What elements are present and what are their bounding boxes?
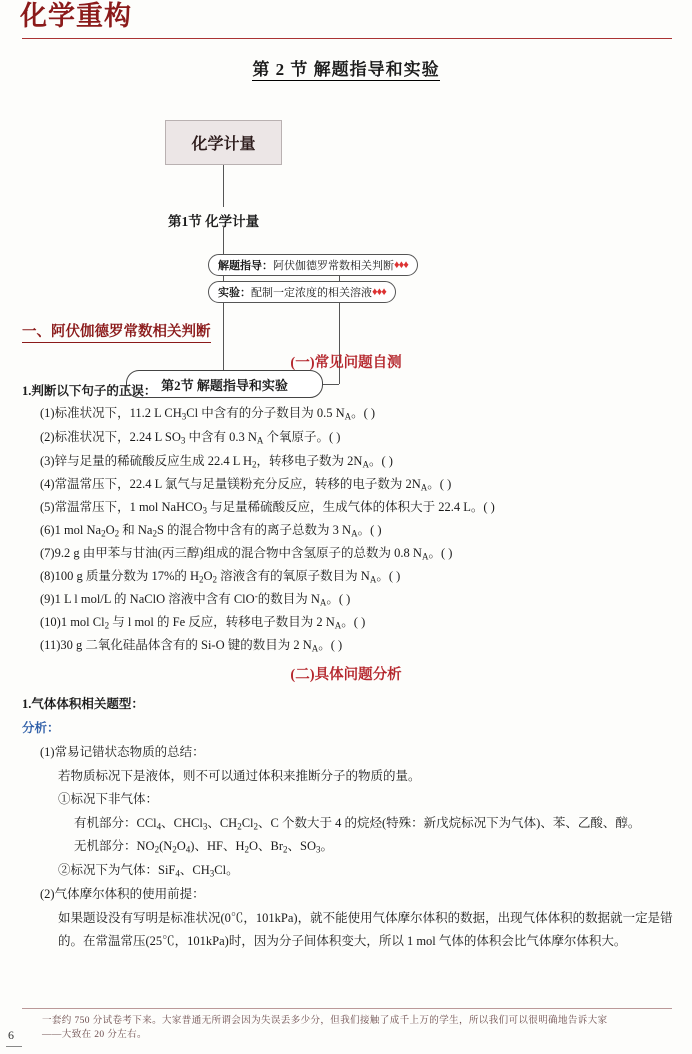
list-item: (8)100 g 质量分数为 17%的 $H_2O_2$ 溶液含有的氧原子数目为 $N_A$。( ) — [40, 569, 401, 585]
diagram-connector-root — [223, 165, 224, 207]
body-line: 的。在常温常压(25℃，101kPa)时，因为分子间体积变大，所以 1 mol 气体的体积会比气体摩尔体积大。 — [58, 934, 627, 948]
diagram-branch-pill-2 — [208, 281, 396, 303]
diagram-node-level2: 第2节 解题指导和实验 — [126, 370, 323, 398]
list-item: (9)1 L l mol/L 的 NaClO 溶液中含有 ClO-的数目为 $N_A$。( ) — [40, 590, 351, 608]
footer-note-line-2: ——大致在 20 分左右。 — [42, 1030, 147, 1040]
heading-part-1: 一、阿伏伽德罗常数相关判断 — [22, 320, 211, 343]
body-line: (1)常易记错状态物质的总结： — [40, 745, 205, 759]
subheading-specific-analysis: (二)具体问题分析 — [290, 667, 402, 683]
analysis-label: 分析： — [22, 721, 60, 735]
list-item: (6)1 mol $Na_2O_2$ 和 $Na_2S$ 的混合物中含有的离子总数为 3 $N_A$。( ) — [40, 523, 382, 539]
list-item: (4)常温常压下，22.4 L 氯气与足量镁粉充分反应，转移的电子数为 $2N_A$。( ) — [40, 477, 452, 493]
flame-icon: ♦♦♦ — [372, 286, 386, 298]
flame-icon: ♦♦♦ — [394, 259, 408, 271]
footer-divider — [22, 1008, 672, 1009]
list-item: (11)30 g 二氧化硅晶体含有的 Si-O 键的数目为 2 $N_A$。( ) — [40, 638, 343, 654]
body-line: (2)气体摩尔体积的使用前提： — [40, 887, 205, 901]
question-prompt-1: 1.判断以下句子的正误： — [22, 384, 157, 398]
diagram-root-node: 化学计量 — [165, 120, 282, 165]
body-line: 如果题设没有写明是标准状况(0℃，101kPa)，就不能使用气体摩尔体积的数据，出现气体体积的数据就一定是错 — [58, 911, 673, 925]
header-divider — [22, 38, 672, 39]
body-line: 有机部分：CCl$_4$、CHCl$_3$、$CH_2Cl_2$、C 个数大于 4 的烷烃(特殊：新戊烷标况下为气体)、苯、乙酸、醇。 — [74, 816, 641, 832]
list-item: (1)标准状况下，11.2 L $CH_3Cl$ 中含有的分子数目为 0.5 $N_A$。( ) — [40, 406, 376, 422]
page-number-rule — [6, 1046, 22, 1047]
page-number: 6 — [8, 1028, 14, 1042]
list-item: (10)1 mol $Cl_2$ 与 l mol 的 Fe 反应，转移电子数目为 2 $N_A$。( ) — [40, 615, 366, 631]
branch-2-label: 实验： — [218, 287, 251, 299]
branch-2-text: 配制一定浓度的相关溶液 — [251, 287, 372, 299]
diagram-branch-pill-1 — [208, 254, 418, 276]
list-item: (2)标准状况下，2.24 L $SO_3$ 中含有 0.3 $N_A$ 个氧原子。( ) — [40, 430, 341, 446]
list-item: (7)9.2 g 由甲苯与甘油(丙三醇)组成的混合物中含氢原子的总数为 0.8 $N_A$。( ) — [40, 546, 453, 562]
body-line: ①标况下非气体： — [58, 792, 159, 806]
body-line: 无机部分：$NO_2(N_2O_4)$、HF、$H_2O$、$Br_2$、$SO_3$。 — [74, 839, 333, 855]
subheading-self-test: (一)常见问题自测 — [290, 355, 402, 371]
list-item: (3)锌与足量的稀硫酸反应生成 22.4 L $H_2$，转移电子数为 $2N_A$。( ) — [40, 454, 393, 470]
diagram-node-level1: 第1节 化学计量 — [168, 214, 260, 229]
branch-1-text: 阿伏伽德罗常数相关判断 — [273, 260, 394, 272]
document-header-title: 化学重构 — [20, 1, 132, 31]
section-title — [0, 55, 692, 80]
body-line: ②标况下为气体：SiF$_4$、$CH_3Cl$。 — [58, 863, 239, 879]
list-item: (5)常温常压下，1 mol NaHCO$_3$ 与足量稀硫酸反应，生成气体的体积大于 22.4 L。( ) — [40, 500, 495, 516]
body-line: 若物质标况下是液体，则不可以通过体积来推断分子的物质的量。 — [58, 769, 421, 783]
question-prompt-2: 1.气体体积相关题型： — [22, 697, 144, 711]
section-title-text: 第 2 节 解题指导和实验 — [252, 60, 440, 79]
branch-1-label: 解题指导： — [218, 260, 273, 272]
footer-note-line-1: 一套约 750 分试卷考下来。大家普通无所谓会因为失误丢多少分，但我们接触了成千上万的学生，所以我们可以很明确地告诉大家 — [42, 1016, 608, 1026]
diagram-connector-branch-stem — [323, 384, 339, 385]
